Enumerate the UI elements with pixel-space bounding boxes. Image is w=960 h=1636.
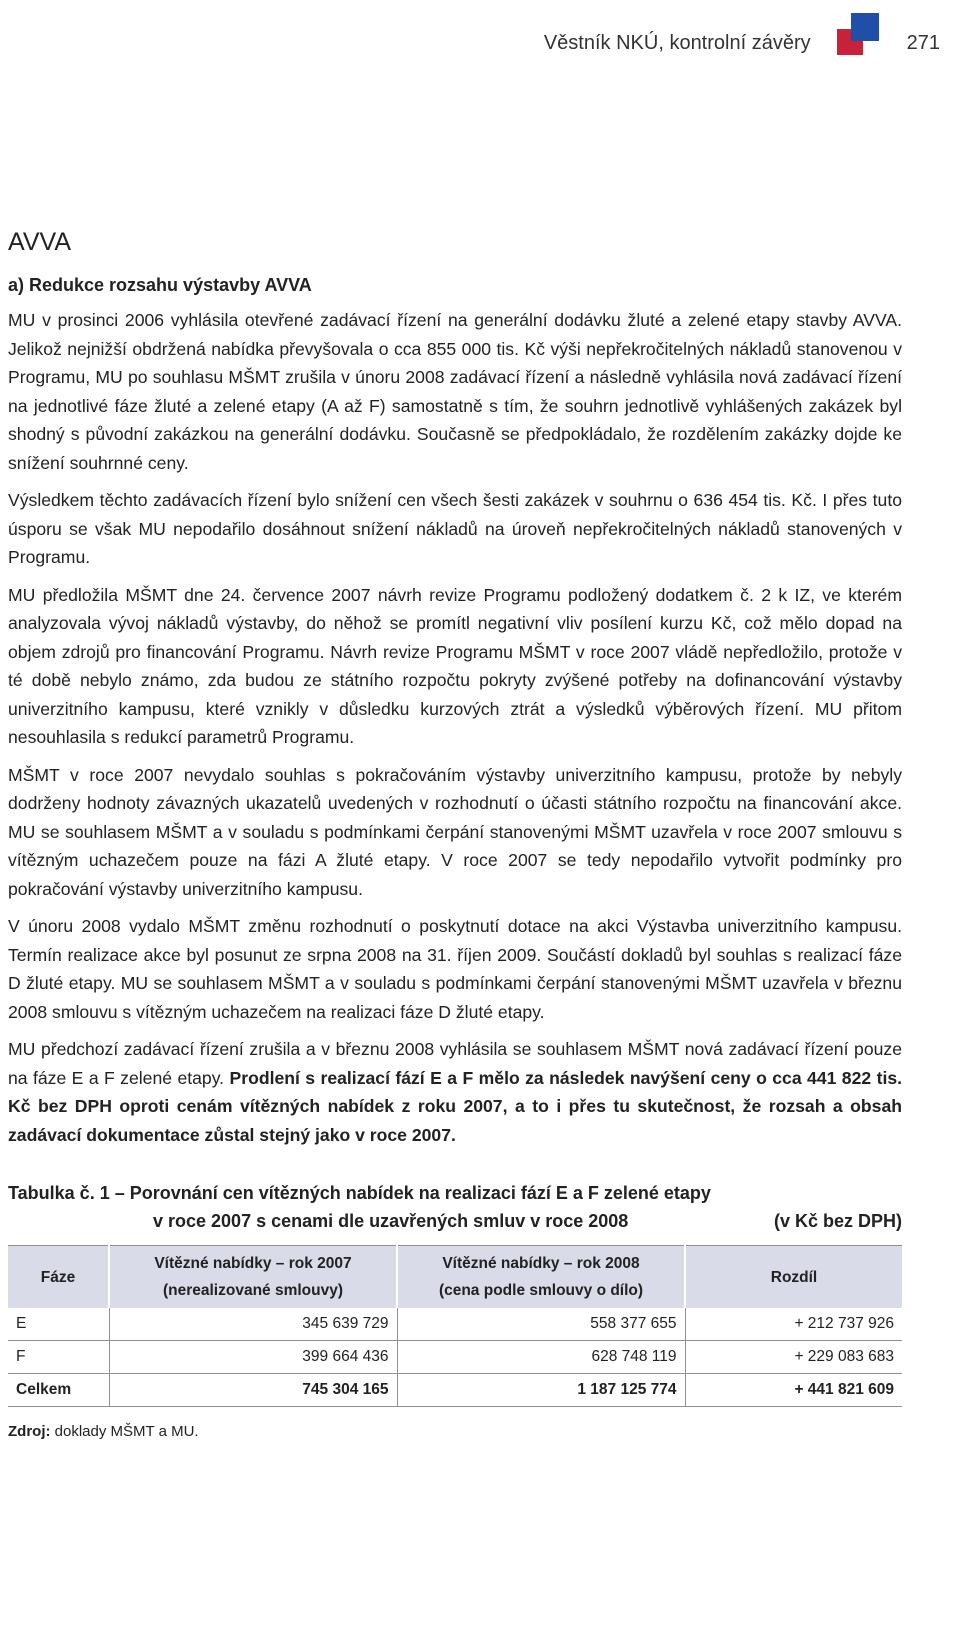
table-caption-unit: (v Kč bez DPH): [773, 1211, 902, 1231]
table-header-row: [8, 1246, 902, 1309]
header-bids-2008-line1: Vítězné nabídky – rok 2008: [442, 1255, 640, 1272]
subsection-title: a) Redukce rozsahu výstavby AVVA: [8, 275, 312, 295]
cell-total-2007: 745 304 165: [109, 1374, 397, 1407]
cell-difference: + 229 083 683: [685, 1341, 902, 1374]
cell-value-2007: 345 639 729: [109, 1308, 397, 1341]
main-content: [8, 228, 902, 1440]
paragraph-6: [8, 1035, 902, 1149]
header-bids-2007-line2: (nerealizované smlouvy): [162, 1282, 344, 1299]
paragraph-6-bold: Prodlení s realizací fází E a F mělo za následek navýšení ceny o cca 441 822 tis. Kč bez DPH oproti cenám vítězných nabídek z roku 2007, a to i přes tu skutečnost, že rozsah a obsah zadávací dokumentace zůstal stejný jako v roce 2007.: [8, 1067, 902, 1145]
cell-total-label: Celkem: [8, 1374, 109, 1407]
table-total-row: [8, 1374, 902, 1407]
source-text: doklady MŠMT a MU.: [50, 1423, 199, 1440]
header-difference: Rozdíl: [685, 1246, 902, 1309]
source-note: [8, 1423, 902, 1440]
paragraph-3: MU předložila MŠMT dne 24. července 2007 návrh revize Programu podložený dodatkem č. 2 k IZ, ve kterém analyzovala vývoj nákladů výstavby, do něhož se promítl negativní vliv posílení kurzu Kč, což mělo dopad na objem zdrojů pro financování Programu. Návrh revize Programu MŠMT v roce 2007 vládě nepředložilo, protože v té době nebylo známo, zda budou ze státního rozpočtu pokryty zvýšené potřeby na dofinancování výstavby univerzitního kampusu, které vznikly v důsledku kurzových ztrát a výsledků výběrových řízení. MU přitom nesouhlasila s redukcí parametrů Programu.: [8, 584, 902, 747]
paragraph-1: MU v prosinci 2006 vyhlásila otevřené zadávací řízení na generální dodávku žluté a zelené etapy stavby AVVA. Jelikož nejnižší obdržená nabídka převyšovala o cca 855 000 tis. Kč výši nepřekročitelných nákladů stanovenou v Programu, MU po souhlasu MŠMT zrušila v únoru 2008 zadávací řízení a následně vyhlásila nová zadávací řízení na jednotlivé fáze žluté a zelené etapy (A až F) samostatně s tím, že souhrn jednotlivě vyhlášených zakázek byl shodný s původní zakázkou na generální dodávku. Současně se předpokládalo, že rozdělením zakázky dojde ke snížení souhrnné ceny.: [8, 310, 902, 473]
table-caption-line2-row: [8, 1207, 902, 1235]
cell-total-difference: + 441 821 609: [685, 1374, 902, 1407]
paragraph-5: V únoru 2008 vydalo MŠMT změnu rozhodnutí o poskytnutí dotace na akci Výstavba univerzitního kampusu. Termín realizace akce byl posunut ze srpna 2008 na 31. říjen 2009. Součástí dokladů byl souhlas s realizací fáze D žluté etapy. MU se souhlasem MŠMT a v souladu s podmínkami čerpání stanovenými MŠMT uzavřela v březnu 2008 smlouvu s vítězným uchazečem na realizaci fáze D žluté etapy.: [8, 916, 902, 1022]
source-label: Zdroj:: [8, 1423, 51, 1440]
header-phase: Fáze: [8, 1246, 109, 1309]
header-bids-2008-line2: (cena podle smlouvy o dílo): [438, 1282, 644, 1299]
comparison-table: [8, 1245, 902, 1407]
paragraph-2: Výsledkem těchto zadávacích řízení bylo snížení cen všech šesti zakázek v souhrnu o 636 454 tis. Kč. I přes tuto úsporu se však MU nepodařilo dosáhnout snížení nákladů na úroveň nepřekročitelných nákladů stanovených v Programu.: [8, 490, 902, 567]
logo-blue-square: [851, 13, 879, 41]
page-header: [544, 28, 940, 58]
table-caption: [8, 1179, 902, 1235]
nku-logo-icon: [837, 13, 877, 53]
cell-phase: F: [8, 1341, 109, 1374]
page-number: 271: [906, 31, 940, 54]
cell-difference: + 212 737 926: [685, 1308, 902, 1341]
table-caption-line1: Tabulka č. 1 – Porovnání cen vítězných nabídek na realizaci fází E a F zelené etapy: [8, 1183, 711, 1203]
cell-value-2008: 558 377 655: [397, 1308, 685, 1341]
cell-value-2008: 628 748 119: [397, 1341, 685, 1374]
header-title: Věstník NKÚ, kontrolní závěry: [543, 31, 811, 54]
paragraph-6-text: MU předchozí zadávací řízení zrušila a v březnu 2008 vyhlásila se souhlasem MŠMT nová zadávací řízení pouze na fáze E a F zelené etapy.: [8, 1039, 902, 1088]
paragraph-4: MŠMT v roce 2007 nevydalo souhlas s pokračováním výstavby univerzitního kampusu, protože by nebyly dodrženy hodnoty závazných ukazatelů uvedených v rozhodnutí o účasti státního rozpočtu na financování akce. MU se souhlasem MŠMT a v souladu s podmínkami čerpání stanovenými MŠMT uzavřela v roce 2007 smlouvu s vítězným uchazečem pouze na fázi A žluté etapy. V roce 2007 se tedy nepodařilo vytvořit podmínky pro pokračování výstavby univerzitního kampusu.: [8, 764, 902, 899]
cell-total-2008: 1 187 125 774: [397, 1374, 685, 1407]
cell-phase: E: [8, 1308, 109, 1341]
cell-value-2007: 399 664 436: [109, 1341, 397, 1374]
table-row: [8, 1308, 902, 1341]
section-title: AVVA: [8, 228, 71, 256]
header-bids-2007: [109, 1246, 397, 1309]
table-caption-line2: v roce 2007 s cenami dle uzavřených smluv v roce 2008: [153, 1211, 629, 1231]
header-bids-2007-line1: Vítězné nabídky – rok 2007: [154, 1255, 352, 1272]
header-bids-2008: [397, 1246, 685, 1309]
table-row: [8, 1341, 902, 1374]
